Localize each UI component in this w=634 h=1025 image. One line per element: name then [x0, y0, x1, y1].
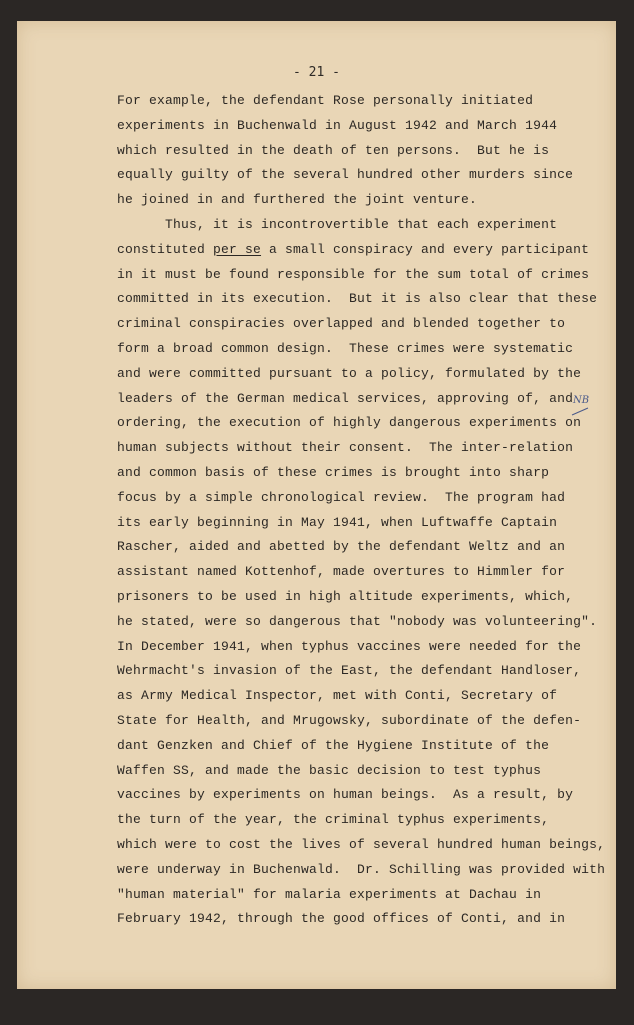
text-line: which resulted in the death of ten persons. But he is — [117, 142, 550, 158]
text-line: its early beginning in May 1941, when Luftwaffe Captain — [117, 514, 558, 530]
text-line: and were committed pursuant to a policy, formulated by the — [117, 365, 582, 381]
text-line: which were to cost the lives of several hundred human beings, — [117, 837, 606, 852]
text-line: in it must be found responsible for the sum total of crimes — [117, 266, 590, 282]
text-line-prefix: constituted — [117, 241, 214, 257]
text-line: as Army Medical Inspector, met with Conti, Secretary of — [117, 688, 558, 704]
text-line: and common basis of these crimes is brought into sharp — [117, 465, 550, 480]
text-line: form a broad common design. These crimes were systematic — [117, 341, 574, 356]
text-line: experiments in Buchenwald in August 1942 and March 1944 — [117, 117, 558, 133]
text-line: Thus, it is incontrovertible that each experiment — [117, 217, 558, 232]
text-line: criminal conspiracies overlapped and blended together to — [117, 316, 566, 332]
margin-note-text: NB — [573, 395, 590, 406]
text-line: dant Genzken and Chief of the Hygiene Institute of the — [117, 737, 550, 753]
text-line: he stated, were so dangerous that "nobody was volunteering". — [117, 613, 598, 629]
text-line: vaccines by experiments on human beings. As a result, by — [117, 787, 574, 803]
page-number: - 21 - — [293, 65, 340, 80]
text-line: committed in its execution. But it is also clear that these — [117, 291, 598, 307]
text-line: "human material" for malaria experiments at Dachau in — [117, 886, 542, 902]
text-line: February 1942, through the good offices of Conti, and in — [117, 911, 566, 927]
text-line-suffix: a small conspiracy and every participant — [261, 241, 590, 257]
text-line: leaders of the German medical services, approving of, and — [117, 390, 574, 406]
text-line: Rascher, aided and abetted by the defendant Weltz and an — [117, 539, 566, 555]
text-line: ordering, the execution of highly dangerous experiments on — [117, 415, 582, 431]
margin-mark-stroke — [572, 408, 588, 415]
text-line: State for Health, and Mrugowsky, subordinate of the defen- — [117, 713, 582, 728]
handwritten-margin-note — [570, 391, 592, 421]
underlined-phrase: per se — [213, 241, 262, 257]
text-line: were underway in Buchenwald. Dr. Schilling was provided with — [117, 861, 606, 877]
text-line: Wehrmacht's invasion of the East, the defendant Handloser, — [117, 663, 582, 679]
document-page — [17, 21, 616, 989]
text-line: For example, the defendant Rose personally initiated — [117, 93, 534, 108]
text-line — [117, 242, 589, 258]
text-line: In December 1941, when typhus vaccines were needed for the — [117, 638, 582, 654]
text-line: focus by a simple chronological review. The program had — [117, 489, 566, 505]
text-line: he joined in and furthered the joint venture. — [117, 192, 478, 208]
text-line: prisoners to be used in high altitude experiments, which, — [117, 589, 574, 604]
text-line: assistant named Kottenhof, made overtures to Himmler for — [117, 564, 566, 580]
text-line: the turn of the year, the criminal typhus experiments, — [117, 812, 550, 828]
text-line: Waffen SS, and made the basic decision to test typhus — [117, 762, 542, 778]
text-line: equally guilty of the several hundred other murders since — [117, 167, 574, 183]
text-line: human subjects without their consent. The inter-relation — [117, 440, 574, 456]
